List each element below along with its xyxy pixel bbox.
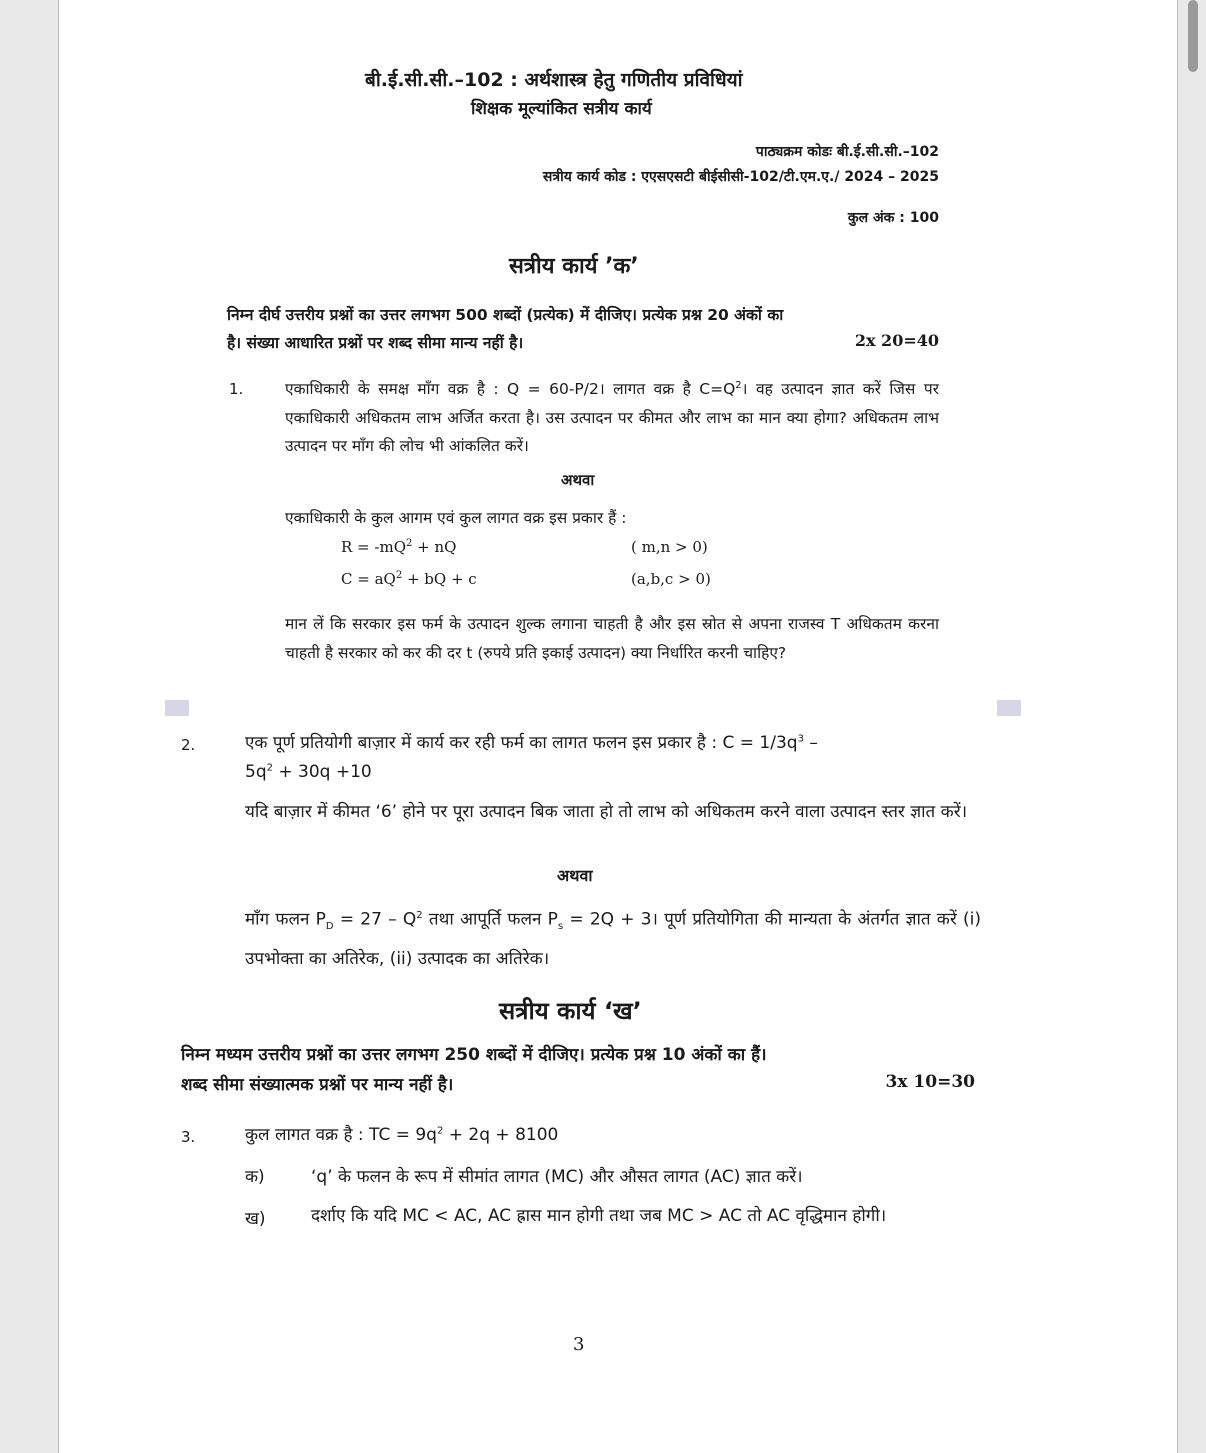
section-b-heading: सत्रीय कार्य ‘ख’ <box>499 997 642 1025</box>
question-2-alt-text: माँग फलन $P_D = 27 - Q^2$ तथा आपूर्ति फलन $P_s = 2Q$ + 3। पूर्ण प्रतियोगिता की मान्यता के अंतर्गत ज्ञात करें (i) उपभोक्ता का अतिरेक, (ii) उत्पादक का अतिरेक। <box>245 909 982 970</box>
question-1-or: अथवा <box>561 471 595 489</box>
section-a-instruction-line1: निम्न दीर्घ उत्तरीय प्रश्नों का उत्तर लगभग 500 शब्दों (प्रत्येक) में दीजिए। प्रत्येक प्रश्न 20 अंकों का <box>227 306 784 324</box>
question-3-number: 3. <box>181 1128 196 1146</box>
equation-revenue-condition: ( m,n > 0) <box>631 538 708 556</box>
document-page <box>58 0 1178 1453</box>
question-3a-text: ‘q’ के फलन के रूप में सीमांत लागत (MC) और औसत लागत (AC) ज्ञात करें। <box>311 1167 803 1187</box>
question-1-alt-intro: एकाधिकारी के कुल आगम एवं कुल लागत वक्र इस प्रकार हैं : <box>285 509 627 527</box>
equation-cost-condition: (a,b,c > 0) <box>631 570 711 588</box>
section-b-instruction-line2: शब्द सीमा संख्यात्मक प्रश्नों पर मान्य नहीं है। <box>181 1075 454 1095</box>
course-code: पाठ्यक्रम कोडः बी.ई.सी.सी.–102 <box>755 144 939 160</box>
page-title: बी.ई.सी.सी.–102 : अर्थशास्त्र हेतु गणितीय प्रविधियां <box>365 69 743 91</box>
section-b-instruction-line1: निम्न मध्यम उत्तरीय प्रश्नों का उत्तर लगभग 250 शब्दों में दीजिए। प्रत्येक प्रश्न 10 अंकों का हैं। <box>181 1045 767 1065</box>
question-3b-text: दर्शाए कि यदि MC < AC, AC ह्रास मान होगी तथा जब MC > AC तो AC वृद्धिमान होगी। <box>311 1206 887 1226</box>
scan-artifact-left <box>165 700 189 716</box>
question-2-condition-text: यदि बाज़ार में कीमत ‘6’ होने पर पूरा उत्पादन बिक जाता हो तो लाभ को अधिकतम करने वाला उत्पादन स्तर ज्ञात करें। <box>245 802 968 822</box>
question-2-or: अथवा <box>557 866 593 885</box>
total-marks: कुल अंक : 100 <box>847 210 939 226</box>
scrollbar-thumb[interactable] <box>1188 0 1198 72</box>
page-subtitle: शिक्षक मूल्यांकित सत्रीय कार्य <box>471 99 652 119</box>
equation-cost: $C = aQ^2$ + bQ + c <box>341 570 477 588</box>
section-a-heading: सत्रीय कार्य ’क’ <box>509 254 639 279</box>
section-b-marks: 3x 10=30 <box>885 1072 975 1092</box>
question-2-number: 2. <box>181 736 196 754</box>
question-1-alt-text: मान लें कि सरकार इस फर्म के उत्पादन शुल्क लगाना चाहती है और इस स्रोत से अपना राजस्व T अधिकतम करना चाहती है सरकार को कर की दर t (रुपये प्रति इकाई उत्पादन) क्या निर्धारित करनी चाहिए? <box>285 615 939 662</box>
question-3a-label: क) <box>245 1167 265 1187</box>
question-1-text: एकाधिकारी के समक्ष माँग वक्र है : Q = 60-P/2। लागत वक्र है $C=Q^2।$ वह उत्पादन ज्ञात करें जिस पर एकाधिकारी अधिकतम लाभ अर्जित करता है। उस उत्पादन पर कीमत और लाभ का मान क्या होगा? अधिकतम लाभ उत्पादन पर माँग की लोच भी आंकलित करें। <box>285 380 939 456</box>
scan-artifact-right <box>997 700 1021 716</box>
question-3-text: कुल लागत वक्र है : TC = $9q^2 + 2q + 8100$ <box>245 1125 559 1145</box>
question-3b-label: ख) <box>245 1209 266 1229</box>
question-2-text-line1: एक पूर्ण प्रतियोगी बाज़ार में कार्य कर रही फर्म का लागत फलन इस प्रकार है : $C = 1/3q^3$ – <box>245 733 818 753</box>
question-2-text-line2: $5q^2 + 30q +10$ <box>245 762 372 782</box>
assignment-code: सत्रीय कार्य कोड : एएसएसटी बीईसीसी-102/टी.एम.ए./ 2024 – 2025 <box>542 169 939 185</box>
section-a-instruction-line2: है। संख्या आधारित प्रश्नों पर शब्द सीमा मान्य नहीं है। <box>227 334 524 352</box>
equation-revenue: $R = -mQ^2$ + nQ <box>341 538 457 556</box>
question-1-number: 1. <box>229 380 244 398</box>
page-number: 3 <box>573 1334 585 1355</box>
section-a-marks: 2x 20=40 <box>854 331 939 350</box>
